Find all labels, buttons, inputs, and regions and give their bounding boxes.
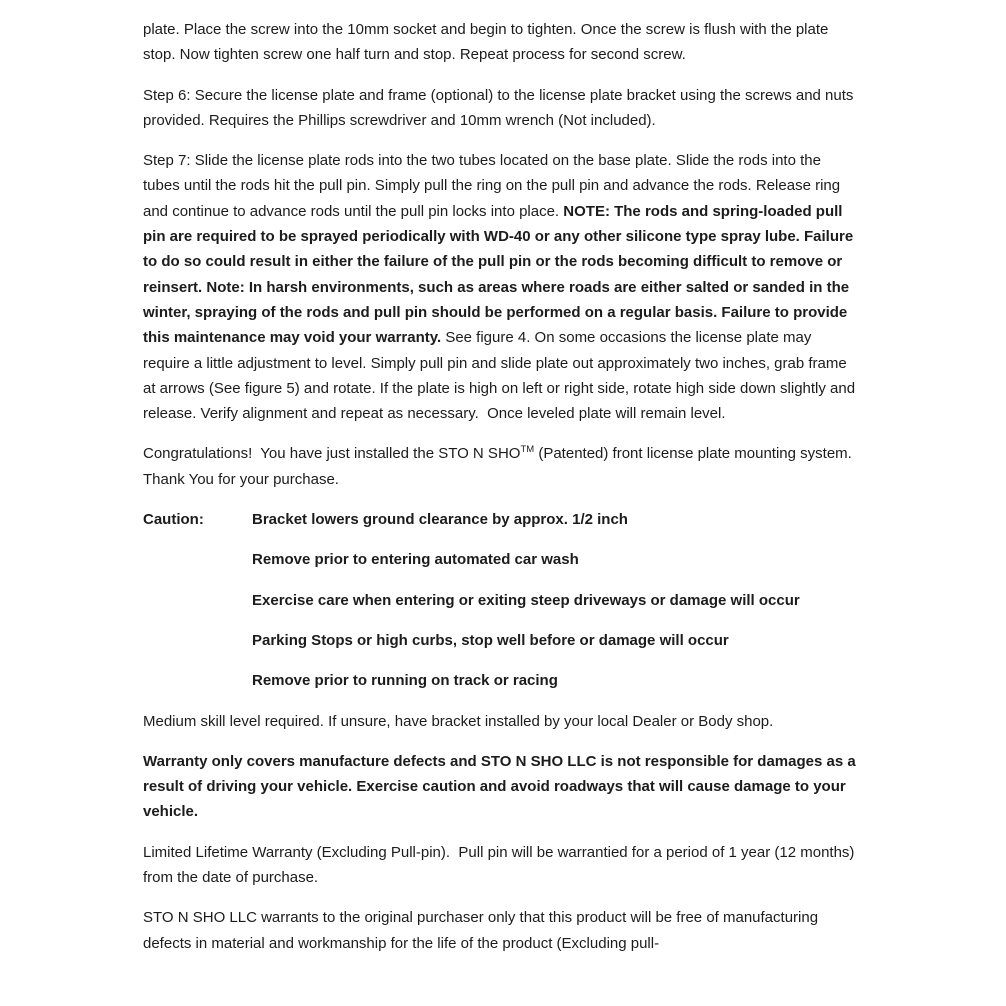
bold-text-run: Warranty only covers manufacture defects and STO N SHO LLC is not responsible for damages as a result of driving your vehicle. Exercise caution and avoid roadways that will cause damage to your vehicle. [143,752,860,821]
text-run: STO N SHO LLC warrants to the original purchaser only that this product will be free of manufacturing defects in material and workmanship for the life of the product (Excluding pull- [143,909,823,952]
text-run: plate. Place the screw into the 10mm socket and begin to tighten. Once the screw is flush with the plate stop. Now tighten screw one half turn and stop. Repeat process for second screw. [143,21,833,64]
caution-item: Exercise care when entering or exiting steep driveways or damage will occur [252,591,800,609]
text-run: See figure 4. On some occasions the license plate may require a little adjustment to level. Simply pull pin and slide plate out approximately two inches, grab frame at arrows (See figure 5) and rotate. If the plate is high on left or right side, rotate high side down slightly and release. Verify alignment and repeat as necessary. Once leveled plate will remain level. [143,329,860,423]
text-run: Step 6: Secure the license plate and frame (optional) to the license plate bracket using the screws and nuts provided. Requires the Phillips screwdriver and 10mm wrench (Not included). [143,86,858,129]
bold-text-run: NOTE: The rods and spring-loaded pull pin are required to be sprayed periodically with WD-40 or any other silicone type spray lube. Failure to do so could result in either the failure of the pull pin or the rods becoming difficult to remove or reinsert. Note: In harsh environments, such as areas where roads are either salted or sanded in the winter, spraying of the rods and pull pin should be performed on a regular basis. Failure to provide this maintenance may void your warranty. [143,202,858,347]
caution-item: Remove prior to entering automated car wash [252,551,579,569]
text-run: Medium skill level required. If unsure, have bracket installed by your local Dealer or Body shop. [143,712,774,730]
paragraph [143,148,859,426]
text-run: Limited Lifetime Warranty (Excluding Pull-pin). Pull pin will be warrantied for a period of 1 year (12 months) from the date of purchase. [143,843,859,887]
paragraph [143,840,859,891]
text-run: Step 7: Slide the license plate rods into the two tubes located on the base plate. Slide the rods into the tubes until the rods hit the pull pin. Simply pull the ring on the pull pin and advance the rods. Release ring and continue to advance rods until the pull pin locks into place. [143,152,845,220]
paragraph [143,17,859,68]
text-run: (Patented) front license plate mounting system. Thank You for your purchase. [143,445,856,488]
paragraph [143,441,859,492]
caution-block [143,507,859,708]
caution-items [252,507,859,708]
caution-item: Remove prior to running on track or racing [252,672,558,690]
text-run: Congratulations! You have just installed the STO N SHO [143,445,521,463]
paragraph [143,749,859,825]
trademark-superscript: TM [520,444,535,456]
document-body [143,17,859,956]
paragraph [143,905,859,956]
caution-label: Caution: [143,511,204,529]
document-page [143,17,859,971]
caution-item: Bracket lowers ground clearance by approx. 1/2 inch [252,511,628,529]
paragraph [143,83,859,134]
paragraph [143,709,859,734]
caution-item: Parking Stops or high curbs, stop well before or damage will occur [252,631,729,649]
